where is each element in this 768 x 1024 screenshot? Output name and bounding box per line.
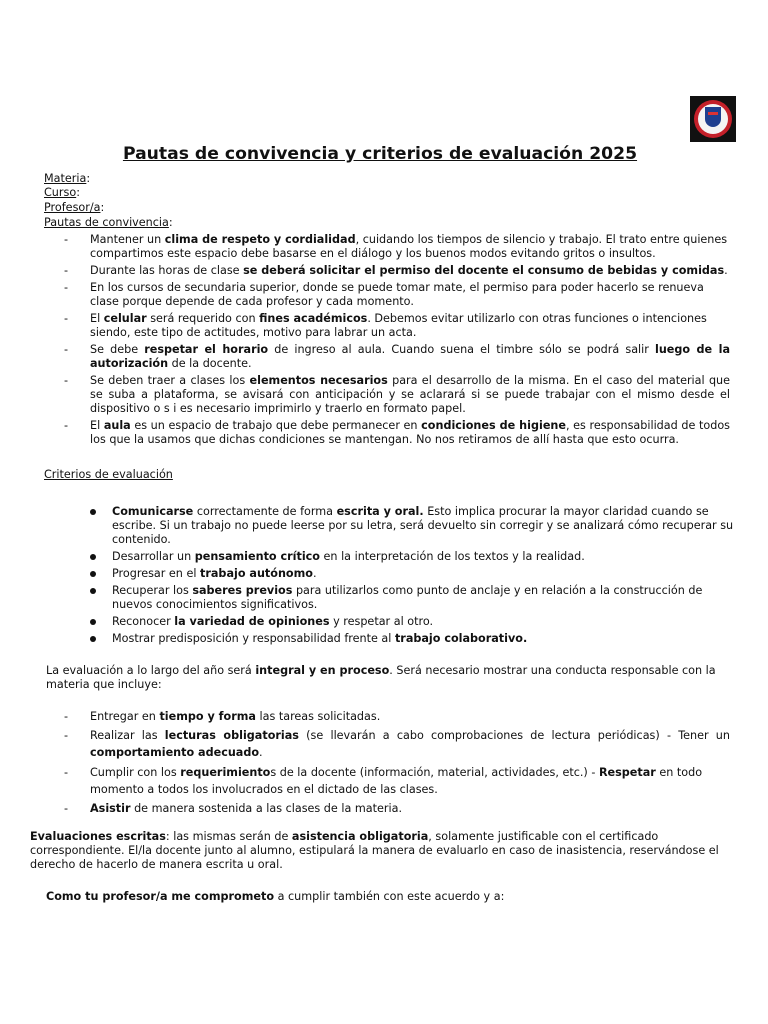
list-item: Mostrar predisposición y responsabilidad frente al trabajo colaborativo. xyxy=(86,632,734,646)
list-item: Progresar en el trabajo autónomo. xyxy=(86,567,734,581)
list-item: Comunicarse correctamente de forma escrita y oral. Esto implica procurar la mayor claridad cuando se escribe. Si un trabajo no puede leerse por su letra, será devuelto sin corregir y se analizará cómo recuperar su contenido. xyxy=(86,505,734,547)
list-item: Desarrollar un pensamiento crítico en la interpretación de los textos y la realidad. xyxy=(86,550,734,564)
evaluaciones-escritas: Evaluaciones escritas: las mismas serán de asistencia obligatoria, solamente justificable con el certificado correspondiente. El/la docente junto al alumno, estipulará la manera de evaluarlo en caso de inasistencia, reservándose el derecho de hacerlo de manera escrita u oral. xyxy=(30,830,719,871)
list-item: - Realizar las lecturas obligatorias (se llevarán a cabo comprobaciones de lectura periódicas) - Tener un comportamiento adecuado. xyxy=(62,727,730,761)
evaluacion-intro: La evaluación a lo largo del año será integral y en proceso. Será necesario mostrar una conducta responsable con la materia que incluye: xyxy=(46,664,716,691)
list-item: Reconocer la variedad de opiniones y respetar al otro. xyxy=(86,615,734,629)
list-item: - El celular será requerido con fines académicos. Debemos evitar utilizarlo con otras funciones o intenciones siendo, este tipo de actitudes, motivo para labrar un acta. xyxy=(62,312,730,340)
field-curso: Curso: xyxy=(44,186,80,199)
list-item: - En los cursos de secundaria superior, donde se puede tomar mate, el permiso para poder hacerlo se renueva clase porque depende de cada profesor y cada momento. xyxy=(62,281,730,309)
list-item: - Cumplir con los requerimientos de la docente (información, material, actividades, etc.) - Respetar en todo momento a todos los involucrados en el dictado de las clases. xyxy=(62,764,730,798)
list-item: - Se debe respetar el horario de ingreso al aula. Cuando suena el timbre sólo se podrá salir luego de la autorización de la docente. xyxy=(62,343,730,371)
list-item: - Durante las horas de clase se deberá solicitar el permiso del docente el consumo de bebidas y comidas. xyxy=(62,264,730,278)
conducta-list xyxy=(62,709,730,819)
section-pautas: Pautas de convivencia: xyxy=(44,216,173,229)
section-criterios: Criterios de evaluación xyxy=(44,468,173,481)
list-item: - Mantener un clima de respeto y cordialidad, cuidando los tiempos de silencio y trabajo. El trato entre quienes compartimos este espacio debe basarse en el diálogo y los buenos modos evitando gritos o insultos. xyxy=(62,233,730,261)
field-materia: Materia: xyxy=(44,172,91,185)
list-item: - Se deben traer a clases los elementos necesarios para el desarrollo de la misma. En el caso del material que se suba a plataforma, se avisará con anticipación y se aclarará si se puede trabajar con el mismo desde el dispositivo o s i es necesario imprimirlo y traerlo en formato papel. xyxy=(62,374,730,416)
list-item: Recuperar los saberes previos para utilizarlos como punto de anclaje y en relación a la construcción de nuevos conocimientos significativos. xyxy=(86,584,734,612)
compromiso: Como tu profesor/a me comprometo a cumplir también con este acuerdo y a: xyxy=(46,890,505,903)
page-title: Pautas de convivencia y criterios de evaluación 2025 xyxy=(122,144,638,164)
list-item: - Asistir de manera sostenida a las clases de la materia. xyxy=(62,801,730,816)
list-item: - Entregar en tiempo y forma las tareas solicitadas. xyxy=(62,709,730,724)
field-profesor: Profesor/a: xyxy=(44,201,105,214)
pautas-list xyxy=(62,233,730,450)
list-item: - El aula es un espacio de trabajo que debe permanecer en condiciones de higiene, es responsabilidad de todos los que la usamos que dichas condiciones se mantengan. No nos retiramos de allí hasta que esto ocurra. xyxy=(62,419,730,447)
criterios-list xyxy=(86,505,734,649)
school-crest-icon xyxy=(690,96,736,142)
